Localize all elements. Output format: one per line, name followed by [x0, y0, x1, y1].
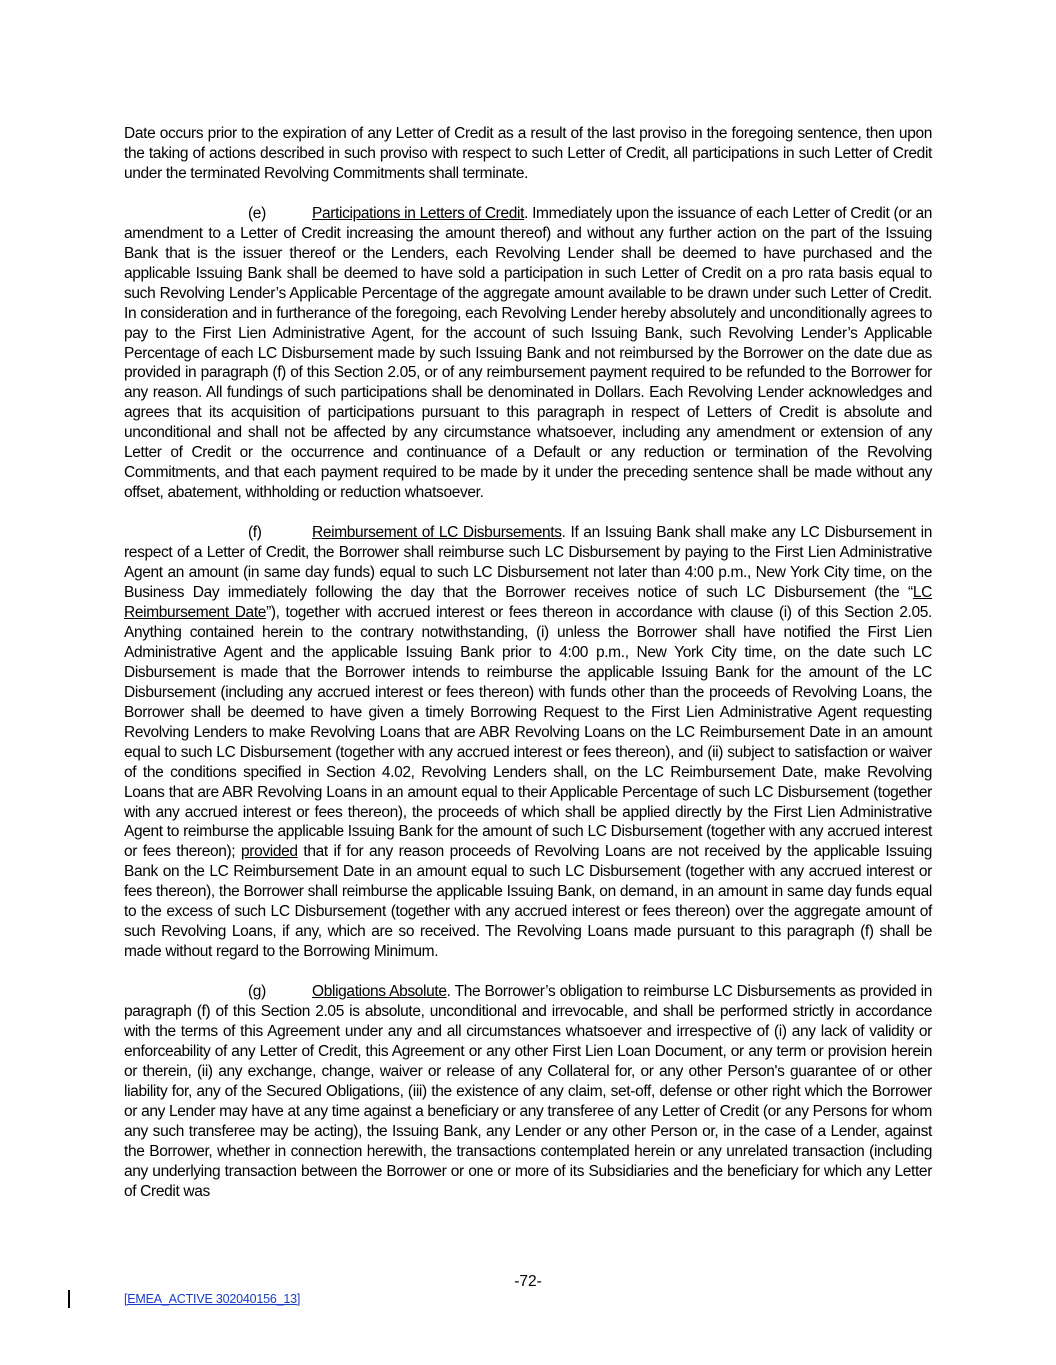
section-f-heading: Reimbursement of LC Disbursements — [312, 524, 562, 542]
section-e-paragraph — [124, 204, 932, 503]
section-g-text: . The Borrower’s obligation to reimburse LC Disbursements as provided in paragraph (f) of this Section 2.05 is absolute, unconditional and irrevocable, and shall be performed strictly in accordance with the terms of this Agreement under any and all circumstances whatsoever and irrespective of (i) any lack of validity or enforceability of any Letter of Credit, this Agreement or any other First Lien Loan Document, or any term or provision herein or therein, (ii) any exchange, change, waiver or release of any Collateral for, or any other Person's guarantee of or other liability for, any of the Secured Obligations, (iii) the existence of any claim, set-off, defense or other right which the Borrower or any Lender may have at any time against a beneficiary or any transferee of any Letter of Credit (or any Persons for whom any such transferee may be acting), the Issuing Bank, any Lender or any other Person or, in the case of a Lender, against the Borrower, whether in connection herewith, the transactions contemplated herein or any unrelated transaction (including any underlying transaction between the Borrower or one or more of its Subsidiaries and the beneficiary for which any Letter of Credit was — [124, 983, 932, 1200]
document-body — [124, 124, 932, 1222]
section-g-label: (g) — [248, 983, 266, 1001]
section-g-heading: Obligations Absolute — [312, 983, 447, 1001]
section-f-provided: provided — [240, 843, 298, 861]
section-f-text-1: . If an Issuing Bank shall make any LC Disbursement in respect of a Letter of Credit, the Borrower shall reimburse such LC Disbursement by paying to the First Lien Administrative Agent an amount (in same day funds) equal to such LC Disbursement not later than 4:00 p.m., New York City time, on the Business Day immediately following the day that the Borrower receives notice of such LC Disbursement (the “ — [124, 524, 932, 602]
section-e-label: (e) — [248, 204, 266, 222]
section-f-text-2: ”), together with accrued interest or fees thereon in accordance with clause (i) of this Section 2.05. Anything contained herein to the contrary notwithstanding, (i) unless the Borrower shall have notified the First Lien Administrative Agent and the applicable Issuing Bank prior to 4:00 p.m., New York City time, on the date such LC Disbursement is made that the Borrower intends to reimburse the applicable Issuing Bank for the amount of the LC Disbursement (including any accrued interest or fees thereon) with funds other than the proceeds of Revolving Loans, the Borrower shall be deemed to have given a timely Borrowing Request to the First Lien Administrative Agent requesting Revolving Lenders to make Revolving Loans that are ABR Revolving Loans on the LC Reimbursement Date in an amount equal to such LC Disbursement (together with any accrued interest or fees thereon), and (ii) subject to satisfaction or waiver of the conditions specified in Section 4.02, Revolving Lenders shall, on the LC Reimbursement Date, make Revolving Loans that are ABR Revolving Loans in an amount equal to their Applicable Percentage of such LC Disbursement (together with any accrued interest or fees thereon), the proceeds of which shall be applied directly by the First Lien Administrative Agent to reimburse the applicable Issuing Bank for the amount of such LC Disbursement (together with any accrued interest or fees thereon); — [124, 603, 932, 861]
section-g-paragraph — [124, 982, 932, 1201]
footer-document-reference[interactable]: [EMEA_ACTIVE 302040156_13] — [124, 1292, 301, 1306]
section-f-defined-term: LC Reimbursement Date — [124, 584, 932, 621]
section-f-paragraph — [124, 523, 932, 962]
page-number: -72- — [514, 1273, 542, 1290]
section-e-text: . Immediately upon the issuance of each Letter of Credit (or an amendment to a Letter of Credit increasing the amount thereof) and without any further action on the part of the Issuing Bank that is the issuer thereof or the Lenders, each Revolving Lender shall be deemed to have purchased and the applicable Issuing Bank shall be deemed to have sold a participation in such Letter of Credit on a pro rata basis equal to such Revolving Lender’s Applicable Percentage of the aggregate amount available to be drawn under such Letter of Credit. In consideration and in furtherance of the foregoing, each Revolving Lender hereby absolutely and unconditionally agrees to pay to the First Lien Administrative Agent, for the account of such Issuing Bank, such Revolving Lender’s Applicable Percentage of each LC Disbursement made by such Issuing Bank and not reimbursed by the Borrower on the date due as provided in paragraph (f) of this Section 2.05, or of any reimbursement payment required to be refunded to the Borrower for any reason. All fundings of such participations shall be denominated in Dollars. Each Revolving Lender acknowledges and agrees that its acquisition of participations pursuant to this paragraph in respect of Letters of Credit is absolute and unconditional and shall not be affected by any circumstance whatsoever, including any amendment or extension of any Letter of Credit or the occurrence and continuance of a Default or any reduction or termination of the Revolving Commitments, and that each payment required to be made by it under the preceding sentence shall be made without any offset, abatement, withholding or reduction whatsoever. — [124, 204, 932, 502]
paragraph-intro: Date occurs prior to the expiration of any Letter of Credit as a result of the last proviso in the foregoing sentence, then upon the taking of actions described in such proviso with respect to such Letter of Credit, all participations in such Letter of Credit under the terminated Revolving Commitments shall terminate. — [124, 125, 932, 182]
revision-bar — [68, 1290, 70, 1308]
section-e-heading: Participations in Letters of Credit — [312, 204, 525, 222]
section-f-text-3: that if for any reason proceeds of Revolving Loans are not received by the applicable Issuing Bank on the LC Reimbursement Date in an amount equal to such LC Disbursement (together with any accrued interest or fees thereon), the Borrower shall reimburse the applicable Issuing Bank, on demand, in an amount in same day funds equal to the excess of such LC Disbursement (together with any accrued interest or fees thereon) over the aggregate amount of such Revolving Loans, if any, which are so received. The Revolving Loans made pursuant to this paragraph (f) shall be made without regard to the Borrowing Minimum. — [124, 843, 932, 961]
section-f-label: (f) — [248, 524, 262, 542]
